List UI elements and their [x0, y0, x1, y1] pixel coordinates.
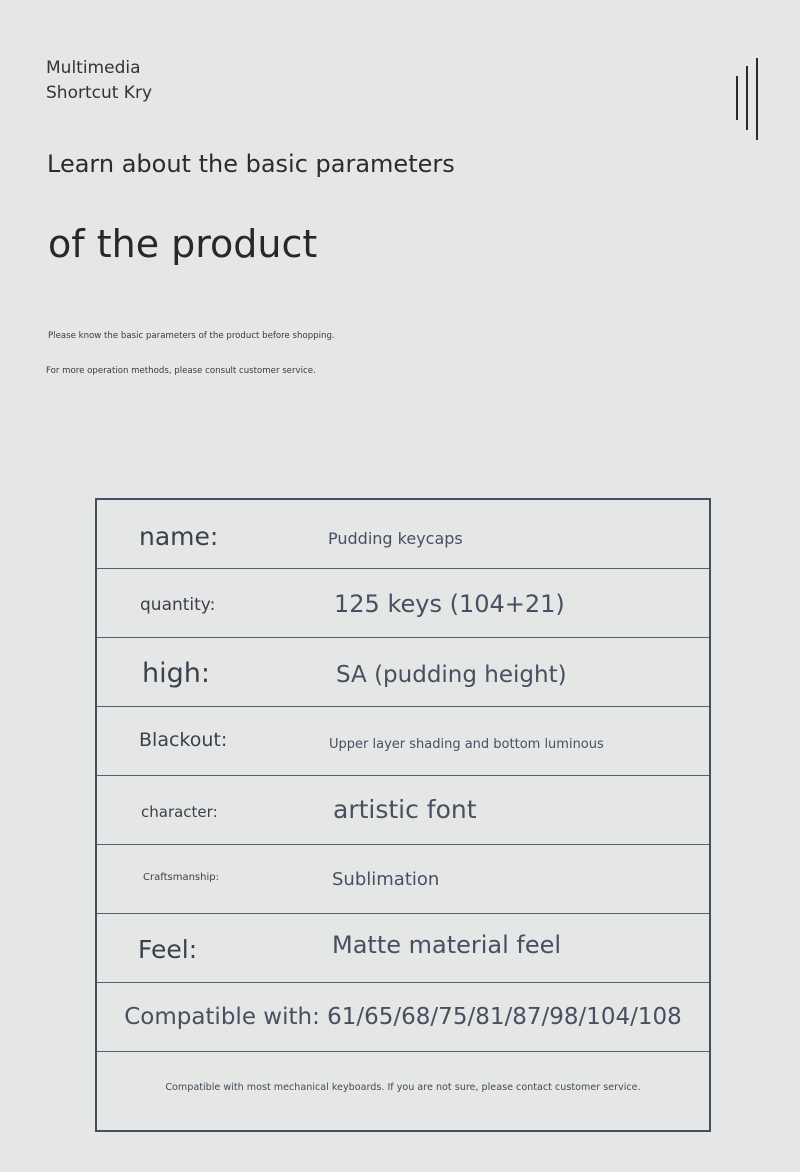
shopping-note: Please know the basic parameters of the product before shopping. [48, 331, 335, 341]
headline-line-1: Learn about the basic parameters [47, 150, 455, 178]
param-label: name: [139, 522, 219, 551]
param-value: Sublimation [332, 869, 440, 890]
compatibility-footnote: Compatible with most mechanical keyboards. If you are not sure, please contact customer service. [165, 1082, 641, 1093]
param-row-high [97, 638, 709, 707]
param-label: character: [141, 803, 218, 821]
service-note: For more operation methods, please consult customer service. [46, 366, 316, 376]
param-value: 125 keys (104+21) [334, 590, 565, 618]
param-label: high: [142, 658, 210, 689]
param-label: Feel: [138, 935, 198, 964]
param-row-footnote [97, 1052, 709, 1122]
param-row-compatible [97, 983, 709, 1052]
param-label: Craftsmanship: [143, 872, 219, 883]
compatibility-text: Compatible with: 61/65/68/75/81/87/98/104/108 [124, 1004, 682, 1030]
param-value: Pudding keycaps [328, 529, 463, 548]
parameters-table [95, 498, 711, 1132]
vertical-bars-icon [734, 58, 760, 140]
param-value: Upper layer shading and bottom luminous [329, 737, 604, 752]
param-row-blackout [97, 707, 709, 776]
param-value: SA (pudding height) [336, 662, 567, 688]
param-label: Blackout: [139, 729, 228, 751]
brand-title [46, 56, 152, 106]
param-row-character [97, 776, 709, 845]
param-row-name [97, 500, 709, 569]
param-row-feel [97, 914, 709, 983]
brand-line-2: Shortcut Kry [46, 83, 153, 103]
param-value: artistic font [333, 795, 477, 824]
brand-line-1: Multimedia [46, 58, 141, 78]
param-row-quantity [97, 569, 709, 638]
param-row-craftsmanship [97, 845, 709, 914]
param-value: Matte material feel [332, 931, 562, 959]
headline-line-2: of the product [48, 222, 318, 266]
param-label: quantity: [140, 595, 216, 615]
